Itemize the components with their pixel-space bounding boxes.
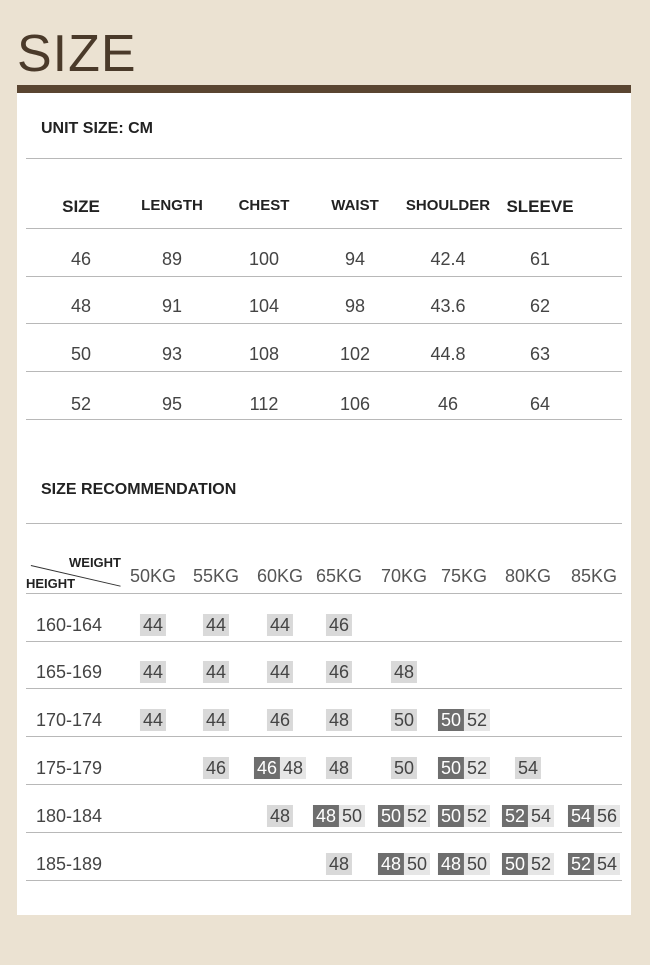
size-value: 44 <box>140 614 166 636</box>
table-cell: 104 <box>248 296 280 316</box>
table-cell: 44.8 <box>430 344 466 364</box>
row-divider <box>26 832 622 833</box>
size-value-primary: 50 <box>438 757 464 779</box>
size-recommendation-chip <box>267 661 293 683</box>
size-value-secondary: 50 <box>404 853 430 875</box>
size-value: 46 <box>326 661 352 683</box>
size-recommendation-chip <box>502 805 554 827</box>
size-value: 48 <box>326 853 352 875</box>
size-recommendation-chip <box>378 805 430 827</box>
size-recommendation-chip <box>140 661 166 683</box>
size-chart-panel <box>17 93 631 915</box>
corner-height-label: HEIGHT <box>26 576 76 591</box>
weight-header: 60KG <box>256 566 304 586</box>
size-value-secondary: 50 <box>464 853 490 875</box>
row-divider <box>26 419 622 420</box>
size-value-primary: 52 <box>502 805 528 827</box>
size-value: 48 <box>267 805 293 827</box>
size-value-secondary: 54 <box>594 853 620 875</box>
size-value-secondary: 52 <box>404 805 430 827</box>
size-value-primary: 48 <box>378 853 404 875</box>
size-value: 48 <box>326 757 352 779</box>
size-value-primary: 46 <box>254 757 280 779</box>
table-cell: 63 <box>529 344 551 364</box>
size-value-primary: 50 <box>378 805 404 827</box>
page-title: SIZE <box>17 25 137 83</box>
height-range-label: 185-189 <box>36 854 103 874</box>
table-cell: 50 <box>70 344 92 364</box>
row-divider <box>26 228 622 229</box>
table-cell: 48 <box>70 296 92 316</box>
divider <box>26 158 622 159</box>
weight-header: 50KG <box>129 566 177 586</box>
table-cell: 100 <box>248 249 280 269</box>
title-divider-bar <box>17 85 631 93</box>
table-cell: 112 <box>249 394 279 414</box>
size-value-secondary: 50 <box>339 805 365 827</box>
size-value: 48 <box>391 661 417 683</box>
column-header-shoulder: SHOULDER <box>405 197 491 214</box>
column-header-sleeve: SLEEVE <box>506 197 574 216</box>
size-value-secondary: 52 <box>464 757 490 779</box>
size-recommendation-chip <box>515 757 541 779</box>
size-value: 44 <box>140 709 166 731</box>
size-value-primary: 54 <box>568 805 594 827</box>
table-cell: 106 <box>339 394 371 414</box>
table-cell: 95 <box>161 394 183 414</box>
row-divider <box>26 641 622 642</box>
size-value-secondary: 52 <box>528 853 554 875</box>
size-recommendation-chip <box>391 661 417 683</box>
row-divider <box>26 593 622 594</box>
size-recommendation-chip <box>140 614 166 636</box>
size-recommendation-chip <box>267 805 293 827</box>
size-recommendation-chip <box>378 853 430 875</box>
size-value-secondary: 52 <box>464 805 490 827</box>
row-divider <box>26 371 622 372</box>
height-range-label: 170-174 <box>36 710 103 730</box>
size-recommendation-chip <box>568 805 620 827</box>
size-recommendation-chip <box>438 709 490 731</box>
table-cell: 62 <box>529 296 551 316</box>
size-value-primary: 50 <box>438 805 464 827</box>
weight-header: 80KG <box>504 566 552 586</box>
size-recommendation-chip <box>313 805 365 827</box>
table-cell: 52 <box>70 394 92 414</box>
table-cell: 98 <box>344 296 366 316</box>
size-recommendation-chip <box>391 709 417 731</box>
column-header-chest: CHEST <box>238 197 290 214</box>
size-value-primary: 48 <box>438 853 464 875</box>
unit-label: UNIT SIZE: CM <box>41 120 153 137</box>
size-value: 46 <box>326 614 352 636</box>
size-value-secondary: 56 <box>594 805 620 827</box>
size-recommendation-chip <box>267 614 293 636</box>
size-recommendation-chip <box>203 757 229 779</box>
size-recommendation-chip <box>438 805 490 827</box>
size-recommendation-chip <box>140 709 166 731</box>
size-value: 44 <box>267 661 293 683</box>
table-cell: 89 <box>161 249 183 269</box>
table-cell: 43.6 <box>430 296 466 316</box>
weight-header: 65KG <box>315 566 363 586</box>
size-recommendation-chip <box>267 709 293 731</box>
size-recommendation-chip <box>254 757 306 779</box>
size-recommendation-chip <box>568 853 620 875</box>
row-divider <box>26 323 622 324</box>
size-recommendation-chip <box>203 661 229 683</box>
table-cell: 46 <box>70 249 92 269</box>
table-cell: 46 <box>437 394 459 414</box>
corner-weight-label: WEIGHT <box>69 555 121 570</box>
size-value: 50 <box>391 709 417 731</box>
size-recommendation-chip <box>502 853 554 875</box>
size-value-primary: 50 <box>502 853 528 875</box>
size-value-primary: 48 <box>313 805 339 827</box>
weight-header: 85KG <box>570 566 618 586</box>
height-range-label: 160-164 <box>36 615 103 635</box>
size-value: 44 <box>140 661 166 683</box>
size-value-secondary: 54 <box>528 805 554 827</box>
size-recommendation-chip <box>326 614 352 636</box>
table-cell: 93 <box>161 344 183 364</box>
size-value: 44 <box>203 614 229 636</box>
size-value: 50 <box>391 757 417 779</box>
table-cell: 94 <box>344 249 366 269</box>
size-value-secondary: 52 <box>464 709 490 731</box>
size-recommendation-chip <box>438 853 490 875</box>
height-range-label: 180-184 <box>36 806 103 826</box>
table-cell: 91 <box>161 296 183 316</box>
size-value: 46 <box>267 709 293 731</box>
height-range-label: 175-179 <box>36 758 103 778</box>
table-cell: 108 <box>248 344 280 364</box>
size-recommendation-chip <box>203 709 229 731</box>
size-value: 44 <box>203 661 229 683</box>
divider <box>26 523 622 524</box>
table-cell: 64 <box>529 394 551 414</box>
row-divider <box>26 688 622 689</box>
row-divider <box>26 880 622 881</box>
size-value: 44 <box>203 709 229 731</box>
size-recommendation-chip <box>326 709 352 731</box>
column-header-length: LENGTH <box>141 197 203 214</box>
size-value: 48 <box>326 709 352 731</box>
size-recommendation-chip <box>391 757 417 779</box>
size-value-primary: 50 <box>438 709 464 731</box>
weight-header: 70KG <box>380 566 428 586</box>
table-cell: 61 <box>529 249 551 269</box>
column-header-waist: WAIST <box>331 197 379 214</box>
row-divider <box>26 276 622 277</box>
weight-header: 55KG <box>192 566 240 586</box>
column-header-size: SIZE <box>62 197 100 216</box>
size-recommendation-chip <box>203 614 229 636</box>
size-recommendation-chip <box>326 757 352 779</box>
size-value: 54 <box>515 757 541 779</box>
size-recommendation-chip <box>326 661 352 683</box>
row-divider <box>26 736 622 737</box>
recommendation-title: SIZE RECOMMENDATION <box>41 481 237 498</box>
row-divider <box>26 784 622 785</box>
weight-header: 75KG <box>440 566 488 586</box>
height-range-label: 165-169 <box>36 662 103 682</box>
table-cell: 102 <box>339 344 371 364</box>
size-recommendation-chip <box>438 757 490 779</box>
size-recommendation-chip <box>326 853 352 875</box>
table-cell: 42.4 <box>430 249 466 269</box>
size-value-primary: 52 <box>568 853 594 875</box>
size-value: 44 <box>267 614 293 636</box>
size-value: 46 <box>203 757 229 779</box>
size-value-secondary: 48 <box>280 757 306 779</box>
